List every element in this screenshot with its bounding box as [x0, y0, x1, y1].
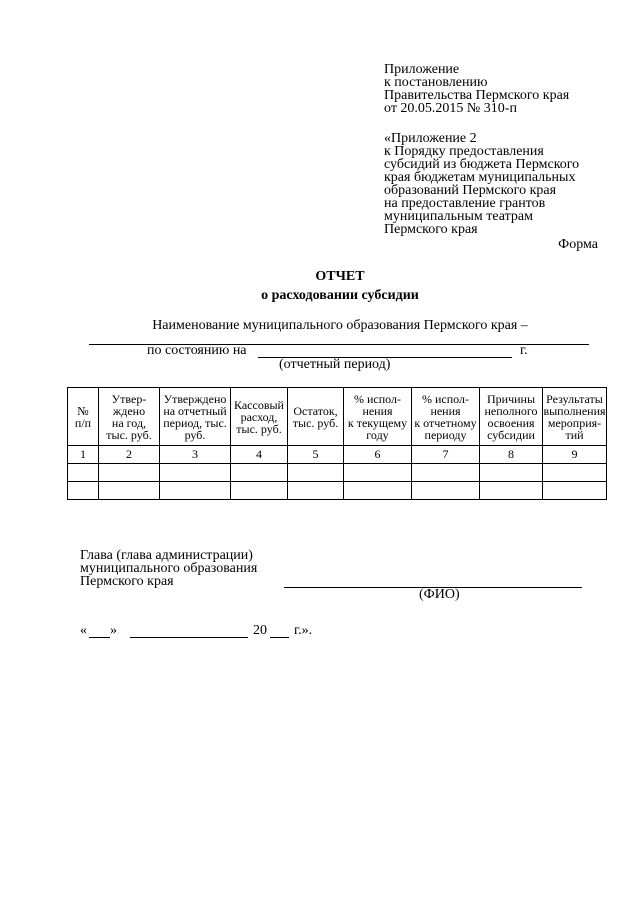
period-caption: (отчетный период) — [279, 357, 391, 372]
fio-caption: (ФИО) — [419, 587, 460, 602]
date-suffix: г.». — [294, 623, 313, 638]
report-table — [67, 387, 607, 500]
table-header-cell: % испол- нения к текущему году — [344, 388, 412, 446]
appendix-block-line: муниципальным театрам — [384, 209, 534, 224]
form-label: Форма — [558, 237, 598, 252]
date-year-prefix: 20 — [253, 623, 267, 638]
table-cell[interactable] — [288, 482, 344, 500]
appendix-block-line: образований Пермского края — [384, 183, 557, 198]
date-month-fill — [130, 637, 248, 638]
appendix-block-line: к Порядку предоставления — [384, 144, 544, 159]
table-cell[interactable] — [288, 464, 344, 482]
date-open-quote: « — [80, 623, 87, 638]
table-header-cell: Утвер- ждено на год, тыс. руб. — [99, 388, 160, 446]
appendix-block-line: Пермского края — [384, 222, 478, 237]
appendix-header-line: от 20.05.2015 № 310-п — [384, 101, 517, 116]
table-cell[interactable] — [412, 464, 480, 482]
table-header-cell: Причины неполного освоения субсидии — [480, 388, 543, 446]
table-number-cell: 1 — [68, 446, 99, 464]
appendix-header-line: Приложение — [384, 62, 460, 77]
as-of-label: по состоянию на — [147, 343, 247, 358]
table-cell[interactable] — [68, 482, 99, 500]
signature-line: муниципального образования — [80, 561, 258, 576]
as-of-suffix: г. — [520, 343, 528, 358]
signature-line: Глава (глава администрации) — [80, 548, 253, 563]
table-cell[interactable] — [480, 482, 543, 500]
appendix-block-line: на предоставление грантов — [384, 196, 546, 211]
municipality-label: Наименование муниципального образования Пермского края – — [152, 318, 528, 333]
table-cell[interactable] — [543, 482, 607, 500]
table-number-cell: 7 — [412, 446, 480, 464]
table-cell[interactable] — [231, 482, 288, 500]
table-header-cell: Утверждено на отчетный период, тыс. руб. — [160, 388, 231, 446]
table-cell[interactable] — [68, 464, 99, 482]
table-number-cell: 8 — [480, 446, 543, 464]
table-cell[interactable] — [480, 464, 543, 482]
signature-line: Пермского края — [80, 574, 174, 589]
signature-block — [80, 549, 257, 588]
appendix-header — [384, 63, 569, 115]
document-subtitle: о расходовании субсидии — [261, 288, 419, 303]
table-number-cell: 4 — [231, 446, 288, 464]
table-header-cell: Остаток, тыс. руб. — [288, 388, 344, 446]
date-close-quote: » — [110, 623, 117, 638]
table-cell[interactable] — [160, 482, 231, 500]
appendix-block-line: субсидий из бюджета Пермского — [384, 157, 580, 172]
table-cell[interactable] — [231, 464, 288, 482]
appendix-block-line: края бюджетам муниципальных — [384, 170, 576, 185]
table-header-cell: Результаты выполнения мероприя- тий — [543, 388, 607, 446]
table-number-cell: 6 — [344, 446, 412, 464]
table-number-cell: 9 — [543, 446, 607, 464]
table-header-row — [68, 388, 607, 446]
table-number-cell: 2 — [99, 446, 160, 464]
table-cell[interactable] — [99, 464, 160, 482]
table-cell[interactable] — [543, 464, 607, 482]
table-cell[interactable] — [99, 482, 160, 500]
table-cell[interactable] — [344, 482, 412, 500]
table-cell[interactable] — [412, 482, 480, 500]
appendix-header-line: Правительства Пермского края — [384, 88, 570, 103]
table-cell[interactable] — [344, 464, 412, 482]
document-title: ОТЧЕТ — [315, 269, 365, 284]
appendix-block-line: «Приложение 2 — [384, 131, 477, 146]
appendix-header-line: к постановлению — [384, 75, 488, 90]
table-number-row — [68, 446, 607, 464]
table-header-cell: Кассовый расход, тыс. руб. — [231, 388, 288, 446]
table-header-cell: % испол- нения к отчетному периоду — [412, 388, 480, 446]
table-header-cell: № п/п — [68, 388, 99, 446]
table-row — [68, 482, 607, 500]
date-year-fill — [270, 637, 289, 638]
table-number-cell: 3 — [160, 446, 231, 464]
table-cell[interactable] — [160, 464, 231, 482]
table-number-cell: 5 — [288, 446, 344, 464]
appendix-block — [384, 132, 579, 236]
table-row — [68, 464, 607, 482]
date-day-fill — [89, 637, 110, 638]
